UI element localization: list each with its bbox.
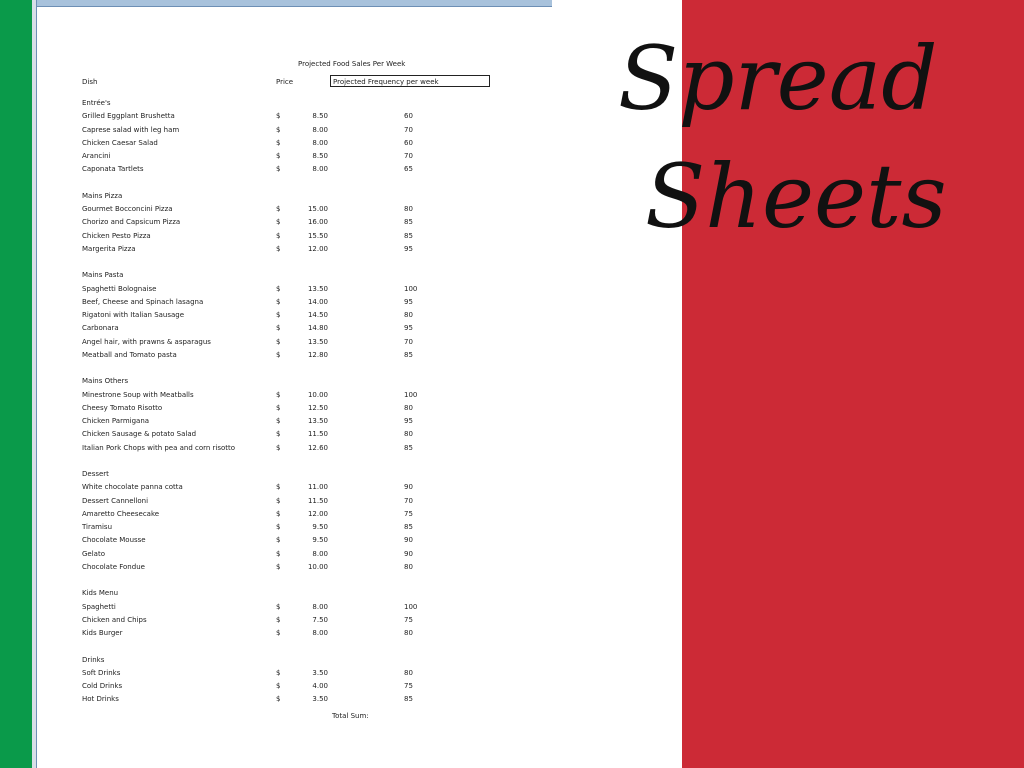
dish-cell[interactable]: Amaretto Cheesecake (82, 509, 160, 518)
currency-cell[interactable]: $ (276, 695, 281, 704)
price-cell[interactable]: 8.00 (312, 602, 328, 611)
dish-cell[interactable]: Chicken Caesar Salad (82, 138, 158, 147)
frequency-cell[interactable]: 80 (404, 562, 413, 571)
dish-cell[interactable]: Kids Burger (82, 629, 123, 637)
frequency-cell[interactable]: 85 (404, 443, 413, 452)
price-cell[interactable]: 4.00 (312, 682, 328, 690)
currency-cell[interactable]: $ (276, 562, 281, 571)
currency-cell[interactable]: $ (276, 231, 281, 240)
title-line-1: Spread (618, 27, 938, 130)
currency-cell[interactable]: $ (276, 443, 281, 452)
window-top-border (32, 0, 552, 7)
price-cell[interactable]: 8.00 (312, 629, 328, 637)
price-cell[interactable]: 8.00 (312, 549, 328, 558)
total-sum-label: Total Sum: (332, 712, 369, 720)
frequency-cell[interactable]: 65 (404, 165, 413, 174)
currency-cell[interactable]: $ (276, 668, 281, 677)
frequency-cell[interactable]: 95 (404, 417, 413, 425)
dish-cell[interactable]: Meatball and Tomato pasta (82, 350, 177, 359)
currency-cell[interactable]: $ (276, 390, 281, 399)
currency-cell[interactable]: $ (276, 549, 281, 558)
price-cell[interactable]: 12.60 (307, 443, 328, 452)
frequency-cell[interactable]: 95 (404, 244, 413, 253)
slide-title (600, 20, 947, 256)
dish-cell[interactable]: Chorizo and Capsicum Pizza (82, 218, 181, 227)
frequency-cell[interactable]: 95 (404, 324, 413, 333)
currency-cell[interactable]: $ (276, 483, 281, 492)
price-cell[interactable]: 15.50 (307, 231, 328, 240)
currency-cell[interactable]: $ (276, 509, 281, 518)
frequency-cell[interactable]: 100 (404, 284, 418, 293)
currency-cell[interactable]: $ (276, 324, 281, 333)
dish-cell[interactable]: Chocolate Mousse (82, 536, 146, 545)
frequency-cell[interactable]: 85 (404, 695, 413, 704)
category-label[interactable]: Dessert (82, 470, 109, 478)
price-cell[interactable]: 14.00 (307, 297, 328, 306)
frequency-cell[interactable]: 80 (404, 668, 413, 677)
dish-cell[interactable]: Carbonara (82, 324, 119, 333)
currency-cell[interactable]: $ (276, 430, 281, 439)
dish-cell[interactable]: Dessert Cannelloni (82, 496, 149, 505)
currency-cell[interactable]: $ (276, 205, 281, 213)
dish-cell[interactable]: Rigatoni with Italian Sausage (82, 311, 185, 319)
price-cell[interactable]: 13.50 (307, 337, 328, 346)
price-cell[interactable]: 12.00 (307, 244, 328, 253)
currency-cell[interactable]: $ (276, 496, 281, 505)
category-label[interactable]: Kids Menu (82, 589, 119, 598)
frequency-cell[interactable]: 90 (404, 549, 413, 558)
dish-cell[interactable]: Spaghetti Bolognaise (82, 284, 157, 293)
price-cell[interactable]: 8.00 (312, 125, 328, 134)
currency-cell[interactable]: $ (276, 615, 281, 624)
price-cell[interactable]: 11.00 (307, 483, 328, 492)
dish-cell[interactable]: Italian Pork Chops with pea and corn risotto (82, 443, 236, 452)
frequency-cell[interactable]: 70 (404, 152, 413, 160)
dish-cell[interactable]: Chicken Pesto Pizza (82, 231, 151, 240)
price-cell[interactable]: 3.50 (312, 695, 328, 704)
price-cell[interactable]: 13.50 (307, 284, 328, 293)
price-cell[interactable]: 11.50 (307, 430, 328, 439)
price-cell[interactable]: 14.50 (307, 311, 328, 319)
dish-cell[interactable]: Cheesy Tomato Risotto (82, 403, 163, 412)
price-cell[interactable]: 11.50 (307, 496, 328, 505)
price-cell[interactable]: 9.50 (312, 523, 328, 531)
price-cell[interactable]: 15.00 (307, 205, 328, 213)
dish-cell[interactable]: Arancini (82, 152, 111, 160)
frequency-cell[interactable]: 70 (404, 496, 413, 505)
currency-cell[interactable]: $ (276, 152, 281, 160)
dish-cell[interactable]: Angel hair, with prawns & asparagus (82, 337, 211, 346)
price-cell[interactable]: 13.50 (307, 417, 328, 425)
frequency-cell[interactable]: 90 (404, 483, 413, 492)
dish-cell[interactable]: Grilled Eggplant Brushetta (82, 112, 175, 121)
frequency-cell[interactable]: 100 (404, 390, 418, 399)
dish-cell[interactable]: Chocolate Fondue (82, 562, 145, 571)
frequency-cell[interactable]: 75 (404, 509, 413, 518)
currency-cell[interactable]: $ (276, 165, 281, 174)
frequency-cell[interactable]: 95 (404, 297, 413, 306)
frequency-cell[interactable]: 75 (404, 682, 413, 690)
currency-cell[interactable]: $ (276, 125, 281, 134)
price-cell[interactable]: 10.00 (307, 390, 328, 399)
dish-cell[interactable]: Gelato (82, 549, 105, 558)
dish-cell[interactable]: White chocolate panna cotta (82, 483, 183, 492)
dish-cell[interactable]: Tiramisu (82, 523, 113, 531)
frequency-cell[interactable]: 85 (404, 231, 413, 240)
column-header-frequency[interactable]: Projected Frequency per week (330, 75, 490, 87)
frequency-cell[interactable]: 70 (404, 125, 413, 134)
currency-cell[interactable]: $ (276, 350, 281, 359)
price-cell[interactable]: 12.00 (307, 509, 328, 518)
frequency-cell[interactable]: 80 (404, 403, 413, 412)
dish-cell[interactable]: Soft Drinks (82, 668, 121, 677)
title-line-2: Sheets (645, 145, 947, 248)
frequency-cell[interactable]: 100 (404, 602, 418, 611)
currency-cell[interactable]: $ (276, 337, 281, 346)
frequency-cell[interactable]: 70 (404, 337, 413, 346)
price-cell[interactable]: 8.50 (312, 112, 328, 121)
price-cell[interactable]: 8.00 (312, 138, 328, 147)
currency-cell[interactable]: $ (276, 244, 281, 253)
frequency-cell[interactable]: 80 (404, 430, 413, 439)
currency-cell[interactable]: $ (276, 629, 281, 637)
price-cell[interactable]: 3.50 (312, 668, 328, 677)
sheet-title: Projected Food Sales Per Week (298, 60, 406, 68)
category-label[interactable]: Mains Others (82, 377, 129, 386)
currency-cell[interactable]: $ (276, 523, 281, 531)
currency-cell[interactable]: $ (276, 536, 281, 545)
frequency-cell[interactable]: 85 (404, 218, 413, 227)
category-label[interactable]: Entrée's (82, 99, 111, 107)
price-cell[interactable]: 12.80 (307, 350, 328, 359)
currency-cell[interactable]: $ (276, 297, 281, 306)
frequency-cell[interactable]: 85 (404, 350, 413, 359)
price-cell[interactable]: 8.00 (312, 165, 328, 174)
category-label[interactable]: Mains Pizza (82, 191, 123, 200)
category-label[interactable]: Drinks (82, 655, 105, 664)
currency-cell[interactable]: $ (276, 284, 281, 293)
dish-cell[interactable]: Minestrone Soup with Meatballs (82, 390, 194, 399)
price-cell[interactable]: 8.50 (312, 152, 328, 160)
dish-cell[interactable]: Chicken and Chips (82, 615, 147, 624)
price-cell[interactable]: 10.00 (307, 562, 328, 571)
green-stripe (0, 0, 32, 768)
spreadsheet (36, 7, 552, 768)
dish-cell[interactable]: Chicken Sausage & potato Salad (82, 430, 197, 439)
frequency-cell[interactable]: 80 (404, 311, 413, 319)
dish-cell[interactable]: Caprese salad with leg ham (82, 125, 180, 134)
currency-cell[interactable]: $ (276, 311, 281, 319)
price-cell[interactable]: 12.50 (307, 403, 328, 412)
category-label[interactable]: Mains Pasta (82, 271, 124, 280)
dish-cell[interactable]: Beef, Cheese and Spinach lasagna (82, 297, 204, 306)
currency-cell[interactable]: $ (276, 602, 281, 611)
column-header-dish: Dish (82, 78, 98, 86)
frequency-cell[interactable]: 60 (404, 112, 413, 121)
currency-cell[interactable]: $ (276, 682, 281, 690)
dish-cell[interactable]: Gourmet Bocconcini Pizza (82, 205, 173, 213)
dish-cell[interactable]: Cold Drinks (82, 682, 123, 690)
price-cell[interactable]: 14.80 (307, 324, 328, 333)
dish-cell[interactable]: Chicken Parmigana (82, 417, 150, 425)
price-cell[interactable]: 9.50 (312, 536, 328, 545)
currency-cell[interactable]: $ (276, 417, 281, 425)
frequency-cell[interactable]: 85 (404, 523, 413, 531)
dish-cell[interactable]: Caponata Tartlets (82, 165, 144, 174)
frequency-cell[interactable]: 90 (404, 536, 413, 545)
currency-cell[interactable]: $ (276, 138, 281, 147)
column-header-price: Price (276, 78, 294, 86)
currency-cell[interactable]: $ (276, 403, 281, 412)
frequency-cell[interactable]: 60 (404, 138, 413, 147)
currency-cell[interactable]: $ (276, 112, 281, 121)
price-cell[interactable]: 7.50 (312, 615, 328, 624)
dish-cell[interactable]: Spaghetti (82, 602, 116, 611)
frequency-cell[interactable]: 75 (404, 615, 413, 624)
price-cell[interactable]: 16.00 (307, 218, 328, 227)
currency-cell[interactable]: $ (276, 218, 281, 227)
frequency-cell[interactable]: 80 (404, 629, 413, 637)
dish-cell[interactable]: Margerita Pizza (82, 244, 136, 253)
frequency-cell[interactable]: 80 (404, 205, 413, 213)
dish-cell[interactable]: Hot Drinks (82, 695, 119, 704)
